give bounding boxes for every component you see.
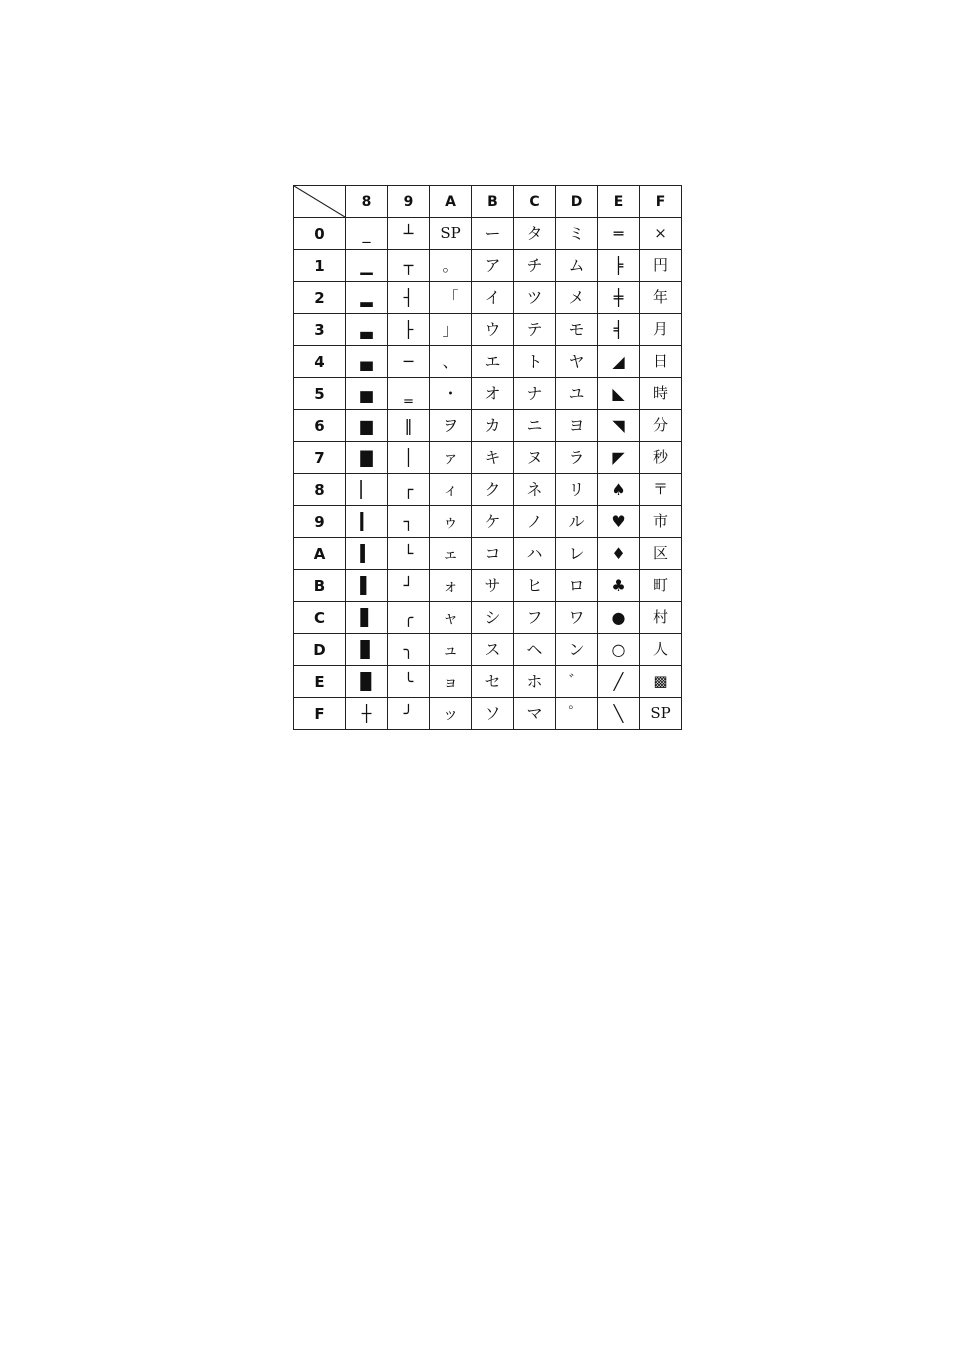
glyph-cell: │ bbox=[388, 442, 430, 474]
glyph-cell: ┌ bbox=[388, 474, 430, 506]
row-header: 7 bbox=[294, 442, 346, 474]
glyph-cell: フ bbox=[514, 602, 556, 634]
glyph-cell: ン bbox=[556, 634, 598, 666]
table-row bbox=[294, 570, 682, 602]
glyph-cell: ◤ bbox=[598, 442, 640, 474]
glyph-cell: ャ bbox=[430, 602, 472, 634]
glyph-cell: ‖ bbox=[388, 410, 430, 442]
glyph-cell: ▄ bbox=[346, 346, 388, 378]
table-row bbox=[294, 602, 682, 634]
glyph-cell: ▏ bbox=[346, 474, 388, 506]
glyph-cell: ▇ bbox=[346, 442, 388, 474]
glyph-cell: ス bbox=[472, 634, 514, 666]
glyph-cell: ホ bbox=[514, 666, 556, 698]
glyph-cell: ヘ bbox=[514, 634, 556, 666]
glyph-cell: ─ bbox=[388, 346, 430, 378]
glyph-cell: ● bbox=[598, 602, 640, 634]
glyph-cell: ヤ bbox=[556, 346, 598, 378]
glyph-cell: ▊ bbox=[346, 634, 388, 666]
table-row bbox=[294, 666, 682, 698]
glyph-cell: └ bbox=[388, 538, 430, 570]
glyph-cell: ル bbox=[556, 506, 598, 538]
glyph-cell: チ bbox=[514, 250, 556, 282]
glyph-cell: ╭ bbox=[388, 602, 430, 634]
row-header: E bbox=[294, 666, 346, 698]
glyph-cell: 人 bbox=[640, 634, 682, 666]
glyph-cell: ▃ bbox=[346, 314, 388, 346]
glyph-cell: ノ bbox=[514, 506, 556, 538]
glyph-cell: シ bbox=[472, 602, 514, 634]
glyph-cell: SP bbox=[430, 218, 472, 250]
glyph-cell: ネ bbox=[514, 474, 556, 506]
glyph-cell: ▆ bbox=[346, 410, 388, 442]
glyph-cell: ェ bbox=[430, 538, 472, 570]
table-row bbox=[294, 314, 682, 346]
glyph-cell: テ bbox=[514, 314, 556, 346]
glyph-cell: ▌ bbox=[346, 570, 388, 602]
glyph-cell: ◢ bbox=[598, 346, 640, 378]
glyph-cell: ク bbox=[472, 474, 514, 506]
glyph-cell: ォ bbox=[430, 570, 472, 602]
row-header: 0 bbox=[294, 218, 346, 250]
glyph-cell: ▉ bbox=[346, 666, 388, 698]
glyph-cell: ♥ bbox=[598, 506, 640, 538]
glyph-cell: SP bbox=[640, 698, 682, 730]
glyph-cell: ├ bbox=[388, 314, 430, 346]
row-header: B bbox=[294, 570, 346, 602]
table-row bbox=[294, 346, 682, 378]
glyph-cell: ヌ bbox=[514, 442, 556, 474]
row-header: 1 bbox=[294, 250, 346, 282]
table-body bbox=[294, 218, 682, 730]
column-header: 8 bbox=[346, 186, 388, 218]
glyph-cell: セ bbox=[472, 666, 514, 698]
glyph-cell: ョ bbox=[430, 666, 472, 698]
glyph-cell: ッ bbox=[430, 698, 472, 730]
glyph-cell: ケ bbox=[472, 506, 514, 538]
glyph-cell: ト bbox=[514, 346, 556, 378]
glyph-cell: ╰ bbox=[388, 666, 430, 698]
glyph-cell: 月 bbox=[640, 314, 682, 346]
glyph-cell: ▂ bbox=[346, 282, 388, 314]
table-row bbox=[294, 218, 682, 250]
glyph-cell: ♣ bbox=[598, 570, 640, 602]
glyph-cell: ァ bbox=[430, 442, 472, 474]
glyph-cell: マ bbox=[514, 698, 556, 730]
glyph-cell: ▁ bbox=[346, 250, 388, 282]
glyph-cell: ┼ bbox=[346, 698, 388, 730]
glyph-cell: ╪ bbox=[598, 282, 640, 314]
glyph-cell: ゥ bbox=[430, 506, 472, 538]
glyph-cell: 。 bbox=[430, 250, 472, 282]
column-header: A bbox=[430, 186, 472, 218]
glyph-cell: ♠ bbox=[598, 474, 640, 506]
column-header: B bbox=[472, 186, 514, 218]
glyph-cell: ィ bbox=[430, 474, 472, 506]
glyph-cell: ▩ bbox=[640, 666, 682, 698]
glyph-cell: ヲ bbox=[430, 410, 472, 442]
glyph-cell: イ bbox=[472, 282, 514, 314]
glyph-cell: ♦ bbox=[598, 538, 640, 570]
corner-cell bbox=[294, 186, 346, 218]
glyph-cell: ┤ bbox=[388, 282, 430, 314]
glyph-cell: ‗ bbox=[388, 378, 430, 410]
table-row bbox=[294, 506, 682, 538]
glyph-cell: 〒 bbox=[640, 474, 682, 506]
glyph-cell: ミ bbox=[556, 218, 598, 250]
table-row bbox=[294, 538, 682, 570]
glyph-cell: ラ bbox=[556, 442, 598, 474]
table-row bbox=[294, 474, 682, 506]
glyph-cell: _ bbox=[346, 218, 388, 250]
row-header: 6 bbox=[294, 410, 346, 442]
glyph-cell: 秒 bbox=[640, 442, 682, 474]
glyph-cell: ╡ bbox=[598, 314, 640, 346]
column-header: F bbox=[640, 186, 682, 218]
row-header: 5 bbox=[294, 378, 346, 410]
glyph-cell: 村 bbox=[640, 602, 682, 634]
glyph-cell: ▋ bbox=[346, 602, 388, 634]
glyph-cell: ウ bbox=[472, 314, 514, 346]
glyph-cell: ム bbox=[556, 250, 598, 282]
glyph-cell: ア bbox=[472, 250, 514, 282]
glyph-cell: オ bbox=[472, 378, 514, 410]
glyph-cell: ▎ bbox=[346, 506, 388, 538]
glyph-cell: ゛ bbox=[556, 666, 598, 698]
table-row bbox=[294, 282, 682, 314]
glyph-cell: ┐ bbox=[388, 506, 430, 538]
glyph-cell: × bbox=[640, 218, 682, 250]
table-row bbox=[294, 410, 682, 442]
row-header: 4 bbox=[294, 346, 346, 378]
table-row bbox=[294, 442, 682, 474]
glyph-cell: モ bbox=[556, 314, 598, 346]
glyph-cell: ▅ bbox=[346, 378, 388, 410]
glyph-cell: ╯ bbox=[388, 698, 430, 730]
glyph-cell: ゜ bbox=[556, 698, 598, 730]
glyph-cell: 町 bbox=[640, 570, 682, 602]
table-row bbox=[294, 698, 682, 730]
glyph-cell: 円 bbox=[640, 250, 682, 282]
glyph-cell: ヒ bbox=[514, 570, 556, 602]
row-header: 2 bbox=[294, 282, 346, 314]
glyph-cell: サ bbox=[472, 570, 514, 602]
glyph-cell: ◥ bbox=[598, 410, 640, 442]
glyph-cell: ワ bbox=[556, 602, 598, 634]
row-header: D bbox=[294, 634, 346, 666]
table-row bbox=[294, 378, 682, 410]
glyph-cell: 「 bbox=[430, 282, 472, 314]
glyph-cell: ╲ bbox=[598, 698, 640, 730]
row-header: C bbox=[294, 602, 346, 634]
header-row bbox=[294, 186, 682, 218]
glyph-cell: ハ bbox=[514, 538, 556, 570]
column-header: 9 bbox=[388, 186, 430, 218]
glyph-cell: レ bbox=[556, 538, 598, 570]
glyph-cell: ═ bbox=[598, 218, 640, 250]
row-header: 8 bbox=[294, 474, 346, 506]
glyph-cell: タ bbox=[514, 218, 556, 250]
glyph-cell: 時 bbox=[640, 378, 682, 410]
glyph-cell: ー bbox=[472, 218, 514, 250]
glyph-cell: 年 bbox=[640, 282, 682, 314]
glyph-cell: ○ bbox=[598, 634, 640, 666]
glyph-cell: ┬ bbox=[388, 250, 430, 282]
table-row bbox=[294, 250, 682, 282]
glyph-cell: キ bbox=[472, 442, 514, 474]
glyph-cell: 区 bbox=[640, 538, 682, 570]
glyph-cell: ロ bbox=[556, 570, 598, 602]
glyph-cell: メ bbox=[556, 282, 598, 314]
glyph-cell: ユ bbox=[556, 378, 598, 410]
glyph-cell: 」 bbox=[430, 314, 472, 346]
glyph-cell: ▍ bbox=[346, 538, 388, 570]
glyph-cell: ┴ bbox=[388, 218, 430, 250]
glyph-cell: ヨ bbox=[556, 410, 598, 442]
glyph-cell: 、 bbox=[430, 346, 472, 378]
column-header: E bbox=[598, 186, 640, 218]
glyph-cell: ╮ bbox=[388, 634, 430, 666]
glyph-cell: コ bbox=[472, 538, 514, 570]
glyph-cell: ニ bbox=[514, 410, 556, 442]
glyph-cell: エ bbox=[472, 346, 514, 378]
glyph-cell: ソ bbox=[472, 698, 514, 730]
glyph-cell: リ bbox=[556, 474, 598, 506]
glyph-cell: 日 bbox=[640, 346, 682, 378]
glyph-cell: ┘ bbox=[388, 570, 430, 602]
glyph-cell: ツ bbox=[514, 282, 556, 314]
column-header: C bbox=[514, 186, 556, 218]
glyph-cell: ╱ bbox=[598, 666, 640, 698]
table-row bbox=[294, 634, 682, 666]
row-header: A bbox=[294, 538, 346, 570]
glyph-cell: ◣ bbox=[598, 378, 640, 410]
row-header: 3 bbox=[294, 314, 346, 346]
diagonal-line-icon bbox=[294, 186, 345, 217]
column-header: D bbox=[556, 186, 598, 218]
character-code-table bbox=[293, 185, 682, 730]
glyph-cell: ╞ bbox=[598, 250, 640, 282]
glyph-cell: カ bbox=[472, 410, 514, 442]
glyph-cell: ナ bbox=[514, 378, 556, 410]
glyph-cell: 市 bbox=[640, 506, 682, 538]
glyph-cell: ュ bbox=[430, 634, 472, 666]
glyph-cell: ・ bbox=[430, 378, 472, 410]
glyph-cell: 分 bbox=[640, 410, 682, 442]
row-header: F bbox=[294, 698, 346, 730]
row-header: 9 bbox=[294, 506, 346, 538]
